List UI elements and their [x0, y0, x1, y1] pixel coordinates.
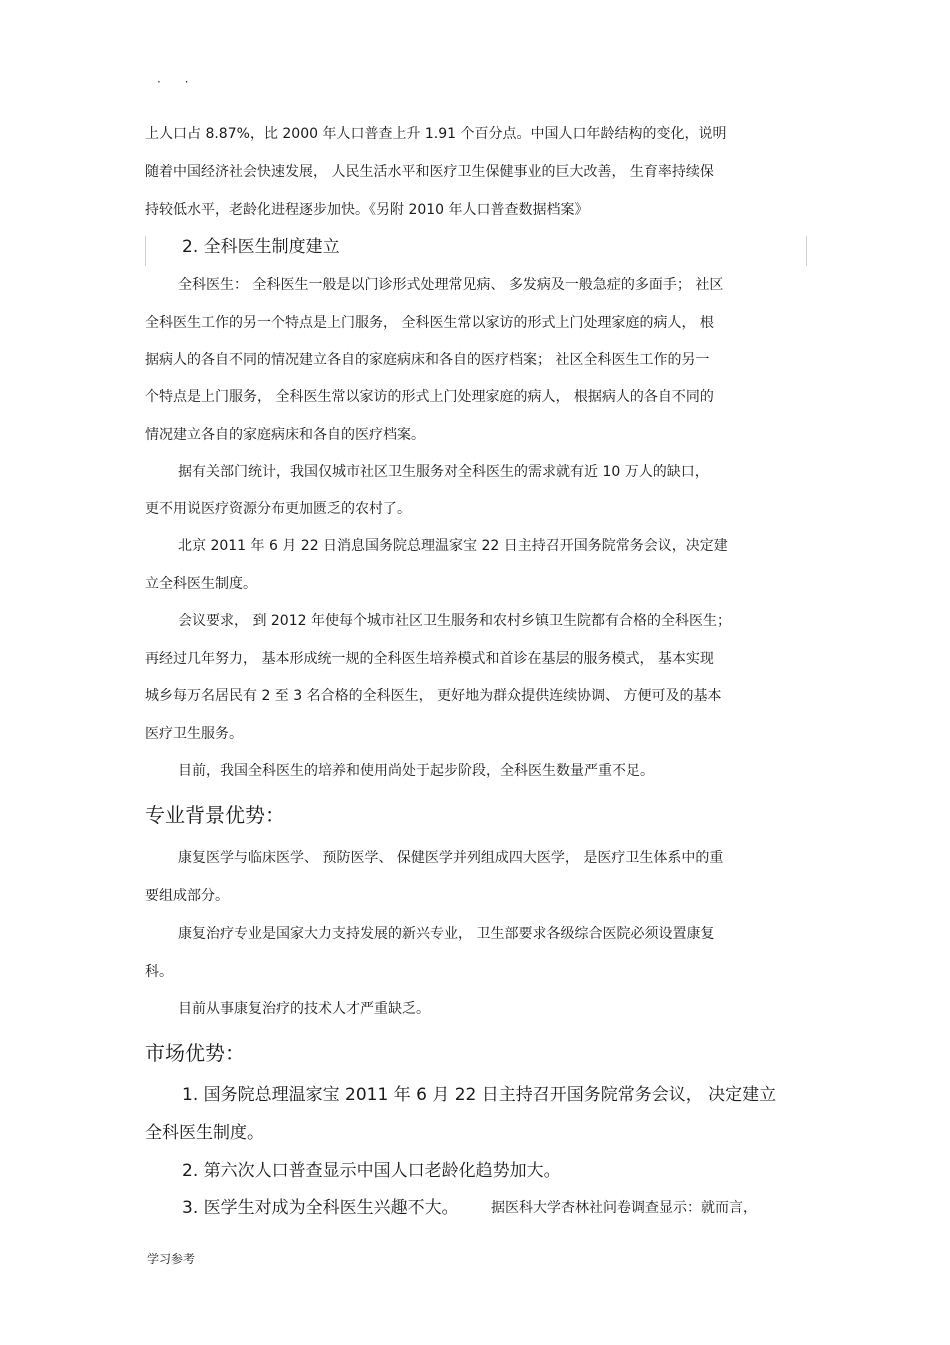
footer-label: 学习参考	[147, 1252, 196, 1266]
gp-section-heading: 2. 全科医生制度建立	[182, 237, 340, 257]
professional-line-1: 康复医学与临床医学、 预防医学、 保健医学并列组成四大医学， 是医疗卫生体系中的重	[178, 850, 724, 866]
gp-requirement-line-3: 城乡每万名居民有 2 至 3 名合格的全科医生， 更好地为群众提供连续协调、 方便可及的基本	[145, 688, 722, 704]
professional-line-2: 要组成部分。	[145, 888, 229, 904]
gp-statistics-line-2: 更不用说医疗资源分布更加匮乏的农村了。	[145, 501, 411, 517]
gp-definition-line-2: 全科医生工作的另一个特点是上门服务， 全科医生常以家访的形式上门处理家庭的病人， 根	[145, 315, 714, 331]
professional-line-5: 目前从事康复治疗的技术人才严重缺乏。	[178, 1001, 430, 1017]
population-line-2: 随着中国经济社会快速发展， 人民生活水平和医疗卫生保健事业的巨大改善， 生育率持续保	[145, 164, 714, 180]
gp-definition-line-5: 情况建立各自的家庭病床和各自的医疗档案。	[145, 427, 425, 443]
header-dots: · ·	[157, 75, 199, 89]
gp-requirement-line-2: 再经过几年努力， 基本形成统一规的全科医生培养模式和首诊在基层的服务模式， 基本实现	[145, 651, 714, 667]
population-line-1: 上人口占 8.87%，比 2000 年人口普查上升 1.91 个百分点。中国人口年龄结构的变化，说明	[145, 126, 727, 142]
gp-news-line-1: 北京 2011 年 6 月 22 日消息国务院总理温家宝 22 日主持召开国务院常务会议，决定建	[178, 538, 728, 554]
market-item-3-note: 据医科大学杏林社问卷调查显示：就而言，	[491, 1200, 757, 1216]
gp-statistics-line-1: 据有关部门统计，我国仅城市社区卫生服务对全科医生的需求就有近 10 万人的缺口，	[178, 464, 709, 480]
gp-definition-line-3: 据病人的各自不同的情况建立各自的家庭病床和各自的医疗档案； 社区全科医生工作的另一	[145, 352, 710, 368]
market-item-1-line-2: 全科医生制度。	[145, 1123, 264, 1143]
market-heading: 市场优势：	[145, 1041, 245, 1065]
gp-definition-line-4: 个特点是上门服务， 全科医生常以家访的形式上门处理家庭的病人， 根据病人的各自不同的	[145, 389, 714, 405]
market-item-2: 2. 第六次人口普查显示中国人口老龄化趋势加大。	[182, 1161, 561, 1181]
right-margin-rule	[806, 236, 807, 266]
gp-news-line-2: 立全科医生制度。	[145, 576, 257, 592]
gp-requirement-line-1: 会议要求， 到 2012 年使每个城市社区卫生服务和农村乡镇卫生院都有合格的全科医生；	[178, 613, 731, 629]
gp-definition-line-1: 全科医生： 全科医生一般是以门诊形式处理常见病、 多发病及一般急症的多面手； 社区	[178, 277, 724, 293]
gp-requirement-line-4: 医疗卫生服务。	[145, 726, 243, 742]
professional-heading: 专业背景优势：	[145, 803, 285, 827]
population-line-3: 持较低水平，老龄化进程逐步加快。《另附 2010 年人口普查数据档案》	[145, 202, 589, 218]
professional-line-3: 康复治疗专业是国家大力支持发展的新兴专业， 卫生部要求各级综合医院必须设置康复	[178, 926, 715, 942]
market-item-1-line-1: 1. 国务院总理温家宝 2011 年 6 月 22 日主持召开国务院常务会议， 决定建立	[182, 1085, 777, 1105]
gp-current-status: 目前，我国全科医生的培养和使用尚处于起步阶段，全科医生数量严重不足。	[178, 763, 654, 779]
left-margin-rule	[145, 236, 146, 266]
market-item-3: 3. 医学生对成为全科医生兴趣不大。	[182, 1198, 459, 1218]
professional-line-4: 科。	[145, 964, 173, 980]
